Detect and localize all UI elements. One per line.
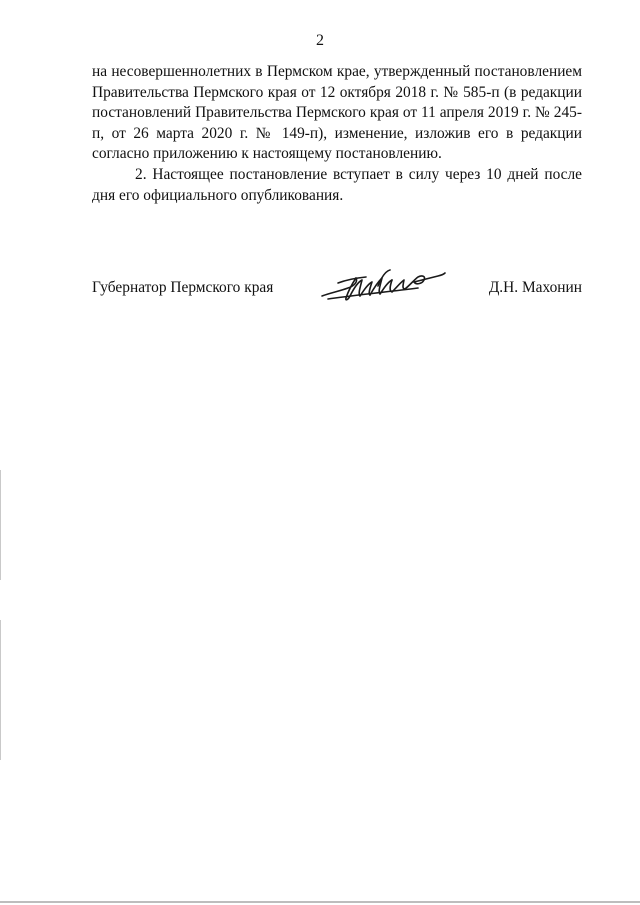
paragraph-item-2: 2. Настоящее постановление вступает в силу через 10 дней после дня его официального опубликования. — [92, 165, 582, 204]
document-body — [92, 62, 582, 206]
page-number: 2 — [316, 32, 324, 49]
scan-bottom-edge — [0, 901, 640, 903]
signatory-name: Д.Н. Махонин — [488, 279, 582, 296]
signatory-position: Губернатор Пермского края — [92, 279, 274, 296]
paragraph-continuation: на несовершеннолетних в Пермском крае, утвержденный постановлением Правительства Пермского края от 12 октября 2018 г. № 585-п (в редакции постановлений Правительства Пермского края от 11 апреля 2019 г. № 245-п, от 26 марта 2020 г. № 149-п), изменение, изложив его в редакции согласно приложению к настоящему постановлению. — [92, 63, 582, 163]
signature-block — [92, 266, 582, 316]
handwritten-signature — [318, 266, 448, 306]
scan-edge-mark — [0, 470, 1, 580]
scan-edge-mark — [0, 620, 1, 760]
